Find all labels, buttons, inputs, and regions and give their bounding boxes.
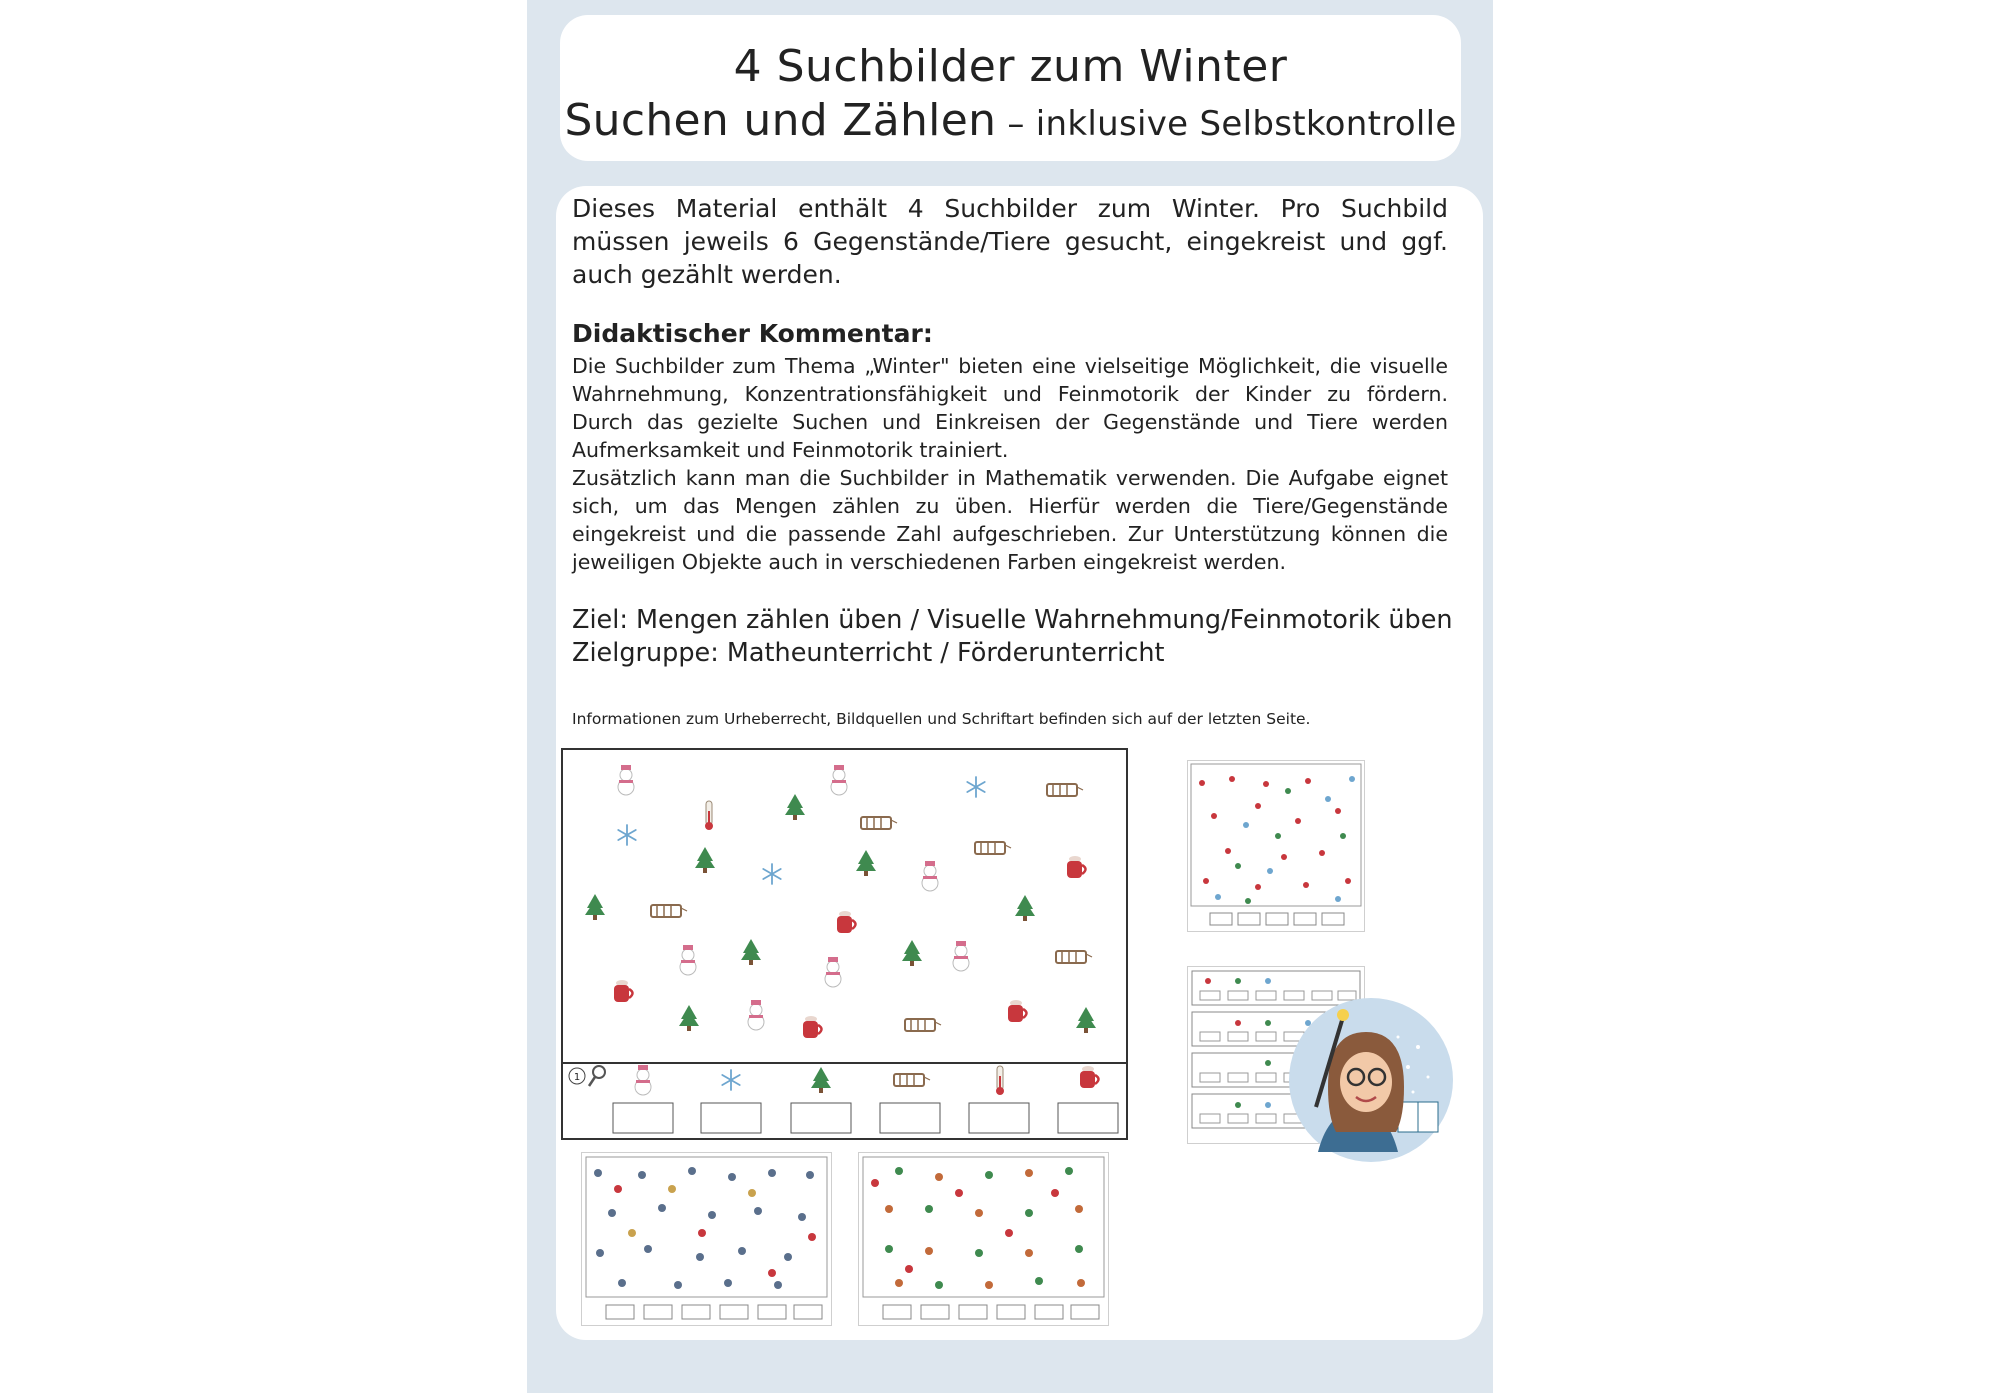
preview-sheet-small-4 — [858, 1152, 1109, 1326]
comment-paragraph-2: Zusätzlich kann man die Suchbilder in Mathematik verwenden. Die Aufgabe eignet sich, um das Mengen zählen zu üben. Hierfür werden die Tiere/Gegenstände eingekreist und die passende Zahl aufgeschrieben. Zur Unterstützung können die jeweiligen Objekte auch in verschiedenen Farben eingekreist werden. — [572, 466, 1448, 574]
target-group-text: Zielgruppe: Matheunterricht / Förderunterricht — [572, 638, 1165, 668]
goal-block — [572, 604, 1472, 670]
copyright-info: Informationen zum Urheberrecht, Bildquellen und Schriftart befinden sich auf der letzten Seite. — [572, 710, 1311, 728]
preview-sheet-small-1 — [1187, 760, 1365, 932]
preview-sheet-illustration — [563, 750, 1126, 1138]
comment-text — [572, 352, 1448, 576]
preview-sheet-small-3 — [581, 1152, 832, 1326]
sheet-number: 1 — [573, 1072, 581, 1083]
content-box — [556, 186, 1483, 1340]
title-line-2 — [560, 95, 1461, 146]
title-line-1: 4 Suchbilder zum Winter — [733, 41, 1288, 92]
worksheet-page — [527, 0, 1493, 1393]
author-avatar — [1288, 997, 1454, 1163]
title-suffix: – inklusive Selbstkontrolle — [996, 104, 1457, 144]
preview-sheet-small-4-illustration — [859, 1153, 1108, 1325]
comment-paragraph-1: Die Suchbilder zum Thema „Winter" bieten eine vielseitige Möglichkeit, die visuelle Wahrnehmung, Konzentrationsfähigkeit und Feinmotorik der Kinder zu fördern. Durch das gezielte Suchen und Einkreisen der Gegenstände und Tiere werden Aufmerksamkeit und Feinmotorik trainiert. — [572, 354, 1448, 462]
preview-sheet-small-1-illustration — [1188, 761, 1364, 931]
comment-heading: Didaktischer Kommentar: — [572, 319, 933, 348]
title-main: Suchen und Zählen — [564, 95, 997, 146]
preview-sheet-large — [561, 748, 1128, 1140]
goal-text: Ziel: Mengen zählen üben / Visuelle Wahrnehmung/Feinmotorik üben — [572, 605, 1453, 635]
intro-text: Dieses Material enthält 4 Suchbilder zum Winter. Pro Suchbild müssen jeweils 6 Gegenstände/Tiere gesucht, eingekreist und ggf. auch gezählt werden. — [572, 194, 1448, 289]
preview-sheet-small-3-illustration — [582, 1153, 831, 1325]
title-box — [560, 15, 1461, 161]
